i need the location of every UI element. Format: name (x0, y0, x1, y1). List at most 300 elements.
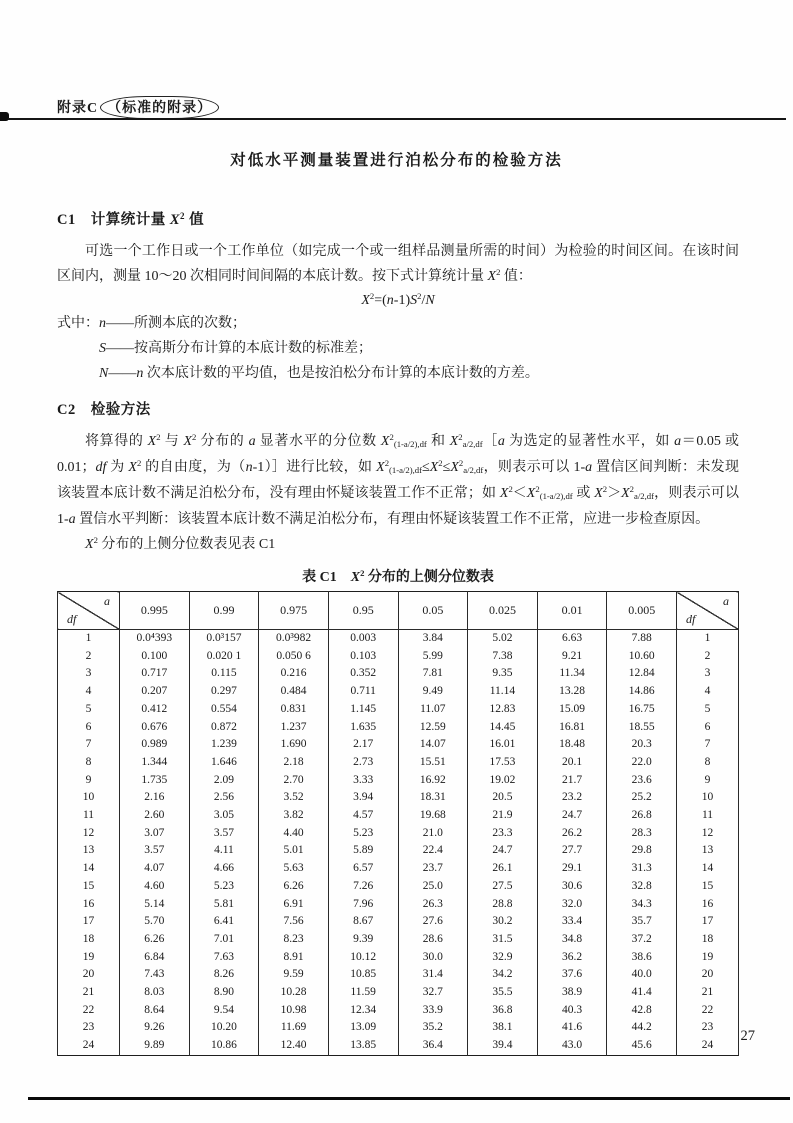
table-row (58, 648, 739, 666)
variable: a (68, 512, 76, 527)
superscript: 2 (458, 432, 463, 443)
text-segment: 或 (572, 486, 595, 501)
text-segment: 置信水平判断：该装置本底计数不满足泊松分布，有理由怀疑该装置工作不正常，应进一步检查原因。 (75, 512, 710, 527)
quantile-cell: 9.39 (328, 931, 398, 949)
df-cell: 22 (677, 1002, 739, 1020)
superscript: 2 (360, 568, 365, 579)
quantile-cell: 9.26 (120, 1019, 190, 1037)
df-cell: 18 (677, 931, 739, 949)
quantile-cell: 10.60 (607, 648, 677, 666)
text-segment: ＝0.05 或 0.01； (57, 434, 743, 475)
df-cell: 10 (58, 789, 120, 807)
quantile-cell: 6.63 (537, 630, 607, 648)
quantile-cell: 9.49 (398, 683, 468, 701)
quantile-cell: 23.6 (607, 772, 677, 790)
superscript: 2 (369, 291, 375, 302)
quantile-cell: 37.2 (607, 931, 677, 949)
superscript: 2 (156, 432, 161, 443)
text-segment: 将算得的 (85, 434, 148, 449)
df-cell: 5 (58, 701, 120, 719)
quantile-cell: 9.59 (259, 966, 329, 984)
subscript: a/2,df (634, 491, 655, 502)
quantile-cell: 14.07 (398, 736, 468, 754)
quantile-cell: 32.0 (537, 896, 607, 914)
quantile-cell: 6.26 (259, 878, 329, 896)
table-row (58, 966, 739, 984)
quantile-cell: 0.0³982 (259, 630, 329, 648)
quantile-cell: 3.94 (328, 789, 398, 807)
appendix-note: （标准的附录） (100, 96, 219, 119)
text-segment: ——按高斯分布计算的本底计数的标准差； (106, 341, 372, 356)
df-cell: 11 (677, 807, 739, 825)
quantile-cell: 5.23 (328, 825, 398, 843)
table-row (58, 683, 739, 701)
quantile-cell: 31.4 (398, 966, 468, 984)
variable: X (183, 434, 193, 449)
chi-square-table (57, 591, 739, 1056)
quantile-cell: 18.55 (607, 719, 677, 737)
quantile-cell: 0.0³157 (189, 630, 259, 648)
quantile-cell: 8.67 (328, 913, 398, 931)
table-row (58, 665, 739, 683)
quantile-cell: 2.09 (189, 772, 259, 790)
table-row (58, 807, 739, 825)
table-row (58, 1002, 739, 1020)
quantile-cell: 24.7 (537, 807, 607, 825)
table-body (58, 630, 739, 1056)
quantile-cell: 6.26 (120, 931, 190, 949)
quantile-cell: 23.3 (468, 825, 538, 843)
col-header-005: 0.05 (398, 592, 468, 630)
quantile-cell: 15.51 (398, 754, 468, 772)
quantile-cell: 3.57 (189, 825, 259, 843)
quantile-cell: 5.14 (120, 896, 190, 914)
table-row (58, 878, 739, 896)
quantile-cell: 5.70 (120, 913, 190, 931)
quantile-cell: 5.02 (468, 630, 538, 648)
quantile-cell: 3.84 (398, 630, 468, 648)
quantile-cell: 2.18 (259, 754, 329, 772)
table-row (58, 984, 739, 1002)
quantile-cell: 38.6 (607, 949, 677, 967)
variable: X (621, 486, 630, 501)
quantile-cell: 23.2 (537, 789, 607, 807)
text-segment: ，则表示可以 1- (483, 460, 586, 475)
text-segment: ＜ (512, 486, 527, 501)
quantile-cell: 1.145 (328, 701, 398, 719)
variable: X (361, 293, 370, 308)
variable: S (410, 293, 418, 308)
df-cell: 13 (677, 842, 739, 860)
variable: n (386, 293, 394, 308)
quantile-cell: 36.4 (398, 1037, 468, 1055)
text-segment: / (421, 293, 426, 308)
df-cell: 20 (58, 966, 120, 984)
quantile-cell: 4.60 (120, 878, 190, 896)
quantile-cell: 12.83 (468, 701, 538, 719)
quantile-cell: 20.1 (537, 754, 607, 772)
quantile-cell: 11.34 (537, 665, 607, 683)
text-segment: 分布的上侧分位数表 (364, 570, 494, 585)
df-cell: 11 (58, 807, 120, 825)
quantile-cell: 0.003 (328, 630, 398, 648)
quantile-cell: 36.8 (468, 1002, 538, 1020)
text-segment: —— (108, 366, 137, 381)
quantile-cell: 42.8 (607, 1002, 677, 1020)
superscript: 2 (458, 458, 464, 469)
quantile-cell: 13.09 (328, 1019, 398, 1037)
quantile-cell: 34.3 (607, 896, 677, 914)
quantile-cell: 5.01 (259, 842, 329, 860)
quantile-cell: 7.01 (189, 931, 259, 949)
quantile-cell: 9.54 (189, 1002, 259, 1020)
quantile-cell: 20.3 (607, 736, 677, 754)
header-rule (8, 118, 786, 120)
quantile-cell: 0.989 (120, 736, 190, 754)
df-cell: 19 (677, 949, 739, 967)
table-row (58, 1019, 739, 1037)
variable: a (248, 434, 256, 449)
quantile-cell: 10.12 (328, 949, 398, 967)
quantile-cell: 1.635 (328, 719, 398, 737)
quantile-cell: 3.33 (328, 772, 398, 790)
text-segment: -1) (393, 293, 411, 308)
quantile-cell: 2.17 (328, 736, 398, 754)
table-row (58, 949, 739, 967)
quantile-cell: 31.5 (468, 931, 538, 949)
quantile-cell: 34.2 (468, 966, 538, 984)
table-row (58, 931, 739, 949)
quantile-cell: 0.872 (189, 719, 259, 737)
quantile-cell: 13.28 (537, 683, 607, 701)
quantile-cell: 7.63 (189, 949, 259, 967)
corner-a-label: a (723, 594, 729, 608)
quantile-cell: 0.297 (189, 683, 259, 701)
variable: a (674, 434, 682, 449)
variable: X (376, 460, 385, 475)
quantile-cell: 4.07 (120, 860, 190, 878)
text-segment: 可选一个工作日或一个工作单位（如完成一个或一组样品测量所需的时间）为检验的时间区间。在该时间区间内，测量 10～20 次相同时间间隔的本底计数。按下式计算统计量 (57, 244, 739, 284)
df-cell: 8 (677, 754, 739, 772)
corner-a-label: a (104, 594, 110, 608)
quantile-cell: 30.6 (537, 878, 607, 896)
quantile-cell: 3.57 (120, 842, 190, 860)
superscript: 2 (417, 291, 422, 302)
variable: X (380, 434, 390, 449)
quantile-cell: 17.53 (468, 754, 538, 772)
text-segment: ≤ (442, 460, 451, 475)
quantile-cell: 35.2 (398, 1019, 468, 1037)
table-row (58, 1037, 739, 1055)
quantile-cell: 12.59 (398, 719, 468, 737)
chi-square-formula (57, 293, 739, 309)
text-segment: 值： (500, 269, 532, 284)
document-content (57, 196, 743, 1056)
df-cell: 17 (677, 913, 739, 931)
df-cell: 6 (677, 719, 739, 737)
quantile-cell: 18.48 (537, 736, 607, 754)
table-caption (57, 566, 739, 586)
subscript: (1-a/2),df (539, 491, 573, 502)
variable: X (429, 460, 439, 475)
text-segment: 次本底计数的平均值，也是按泊松分布计算的本底计数的方差。 (143, 366, 539, 381)
subscript: a/2,df (463, 465, 484, 476)
quantile-cell: 10.98 (259, 1002, 329, 1020)
quantile-cell: 37.6 (537, 966, 607, 984)
df-cell: 9 (58, 772, 120, 790)
quantile-cell: 8.90 (189, 984, 259, 1002)
quantile-cell: 13.85 (328, 1037, 398, 1055)
variable: X (85, 537, 94, 552)
variable: N (425, 293, 435, 308)
quantile-cell: 28.3 (607, 825, 677, 843)
quantile-cell: 5.81 (189, 896, 259, 914)
quantile-cell: 8.64 (120, 1002, 190, 1020)
table-reference-line (57, 532, 739, 558)
quantile-cell: 0.412 (120, 701, 190, 719)
quantile-cell: 12.84 (607, 665, 677, 683)
df-cell: 4 (677, 683, 739, 701)
df-cell: 24 (677, 1037, 739, 1055)
superscript: 2 (389, 432, 394, 443)
text-segment: ，则表示可以 1- (57, 486, 743, 527)
quantile-cell: 16.01 (468, 736, 538, 754)
text-segment: 分布的 (196, 434, 249, 449)
text-segment: 为选定的显著性水平，如 (504, 434, 675, 449)
variable: X (169, 212, 181, 228)
quantile-cell: 0.020 1 (189, 648, 259, 666)
text-segment: 和 (426, 434, 450, 449)
quantile-cell: 21.0 (398, 825, 468, 843)
quantile-cell: 3.82 (259, 807, 329, 825)
quantile-cell: 4.11 (189, 842, 259, 860)
text-segment: ≤ (422, 460, 430, 475)
quantile-cell: 32.7 (398, 984, 468, 1002)
col-header-0005: 0.005 (607, 592, 677, 630)
df-cell: 23 (677, 1019, 739, 1037)
quantile-cell: 0.103 (328, 648, 398, 666)
df-cell: 23 (58, 1019, 120, 1037)
quantile-cell: 33.4 (537, 913, 607, 931)
quantile-cell: 40.3 (537, 1002, 607, 1020)
text-segment: 的自由度，为（ (141, 460, 246, 475)
subscript: (1-a/2),df (389, 465, 423, 476)
quantile-cell: 7.38 (468, 648, 538, 666)
df-cell: 12 (58, 825, 120, 843)
df-cell: 15 (58, 878, 120, 896)
quantile-cell: 6.91 (259, 896, 329, 914)
quantile-cell: 0.115 (189, 665, 259, 683)
quantile-cell: 6.41 (189, 913, 259, 931)
quantile-cell: 15.09 (537, 701, 607, 719)
quantile-cell: 24.7 (468, 842, 538, 860)
col-header-095: 0.95 (328, 592, 398, 630)
quantile-cell: 2.73 (328, 754, 398, 772)
df-cell: 5 (677, 701, 739, 719)
df-cell: 1 (58, 630, 120, 648)
df-cell: 12 (677, 825, 739, 843)
quantile-cell: 26.2 (537, 825, 607, 843)
df-cell: 2 (58, 648, 120, 666)
superscript: 2 (93, 535, 98, 546)
quantile-cell: 7.56 (259, 913, 329, 931)
table-row (58, 860, 739, 878)
text-segment: 显著水平的分位数 (255, 434, 381, 449)
quantile-cell: 38.9 (537, 984, 607, 1002)
where-line-s (57, 336, 739, 361)
quantile-cell: 27.5 (468, 878, 538, 896)
quantile-cell: 0.676 (120, 719, 190, 737)
quantile-cell: 1.237 (259, 719, 329, 737)
col-header-0975: 0.975 (259, 592, 329, 630)
variable: X (449, 434, 459, 449)
quantile-cell: 6.57 (328, 860, 398, 878)
quantile-cell: 0.0⁴393 (120, 630, 190, 648)
text-segment: 置信区间判断：未发现该装置本底计数不满足泊松分布，没有理由怀疑该装置工作不正常；如 (57, 460, 740, 501)
text-segment: C1 计算统计量 (57, 212, 170, 228)
variable: n (136, 366, 144, 381)
col-header-0995: 0.995 (120, 592, 190, 630)
corner-df-label: df (686, 612, 696, 626)
variable: X (128, 460, 137, 475)
quantile-cell: 3.05 (189, 807, 259, 825)
quantile-cell: 14.86 (607, 683, 677, 701)
quantile-cell: 1.646 (189, 754, 259, 772)
quantile-cell: 11.07 (398, 701, 468, 719)
quantile-cell: 30.0 (398, 949, 468, 967)
quantile-cell: 29.1 (537, 860, 607, 878)
quantile-cell: 26.8 (607, 807, 677, 825)
df-cell: 19 (58, 949, 120, 967)
variable: N (99, 366, 109, 381)
quantile-cell: 26.3 (398, 896, 468, 914)
quantile-cell: 23.7 (398, 860, 468, 878)
quantile-cell: 7.43 (120, 966, 190, 984)
variable: a (585, 460, 593, 475)
quantile-cell: 20.5 (468, 789, 538, 807)
superscript: 2 (629, 484, 635, 495)
quantile-cell: 35.5 (468, 984, 538, 1002)
quantile-cell: 16.75 (607, 701, 677, 719)
table-row (58, 896, 739, 914)
superscript: 2 (438, 458, 443, 469)
quantile-cell: 10.85 (328, 966, 398, 984)
df-cell: 2 (677, 648, 739, 666)
quantile-cell: 0.554 (189, 701, 259, 719)
superscript: 2 (508, 484, 513, 495)
subscript: a/2,df (462, 439, 483, 450)
text-segment: 值 (185, 212, 205, 228)
quantile-cell: 26.1 (468, 860, 538, 878)
df-cell: 14 (58, 860, 120, 878)
quantile-cell: 21.7 (537, 772, 607, 790)
text-segment: ＞ (607, 486, 622, 501)
text-segment: 表 C1 (302, 570, 351, 585)
table-head (58, 592, 739, 630)
quantile-cell: 8.26 (189, 966, 259, 984)
quantile-cell: 6.84 (120, 949, 190, 967)
quantile-cell: 38.1 (468, 1019, 538, 1037)
quantile-cell: 29.8 (607, 842, 677, 860)
quantile-cell: 18.31 (398, 789, 468, 807)
table-row (58, 719, 739, 737)
variable: a (497, 434, 505, 449)
text-segment: 与 (160, 434, 184, 449)
df-cell: 15 (677, 878, 739, 896)
df-cell: 7 (677, 736, 739, 754)
quantile-cell: 0.216 (259, 665, 329, 683)
variable: S (99, 341, 106, 356)
quantile-cell: 36.2 (537, 949, 607, 967)
quantile-cell: 7.81 (398, 665, 468, 683)
quantile-cell: 39.4 (468, 1037, 538, 1055)
superscript: 2 (192, 432, 197, 443)
df-cell: 9 (677, 772, 739, 790)
df-cell: 10 (677, 789, 739, 807)
variable: df (95, 460, 107, 475)
quantile-cell: 45.6 (607, 1037, 677, 1055)
c1-paragraph (57, 239, 739, 290)
quantile-cell: 5.63 (259, 860, 329, 878)
corner-header-right (677, 592, 739, 630)
text-segment: ——所测本底的次数； (106, 316, 246, 331)
quantile-cell: 41.4 (607, 984, 677, 1002)
variable: X (147, 434, 157, 449)
quantile-cell: 19.68 (398, 807, 468, 825)
df-cell: 4 (58, 683, 120, 701)
df-cell: 6 (58, 719, 120, 737)
quantile-cell: 2.60 (120, 807, 190, 825)
document-title: 对低水平测量装置进行泊松分布的检验方法 (230, 152, 563, 169)
quantile-cell: 32.9 (468, 949, 538, 967)
quantile-cell: 28.8 (468, 896, 538, 914)
df-cell: 13 (58, 842, 120, 860)
quantile-cell: 0.711 (328, 683, 398, 701)
superscript: 2 (136, 458, 142, 469)
table-row (58, 701, 739, 719)
df-cell: 1 (677, 630, 739, 648)
where-line-nbar (57, 361, 739, 386)
quantile-cell: 11.69 (259, 1019, 329, 1037)
text-segment: ［ (482, 434, 498, 449)
scan-artifact-bottom (28, 1097, 790, 1100)
quantile-cell: 10.28 (259, 984, 329, 1002)
quantile-cell: 0.100 (120, 648, 190, 666)
quantile-cell: 43.0 (537, 1037, 607, 1055)
text-segment: 式中： (57, 316, 99, 331)
quantile-cell: 7.96 (328, 896, 398, 914)
df-cell: 3 (58, 665, 120, 683)
quantile-cell: 1.690 (259, 736, 329, 754)
variable: X (487, 269, 497, 284)
quantile-cell: 4.57 (328, 807, 398, 825)
quantile-cell: 34.8 (537, 931, 607, 949)
df-cell: 8 (58, 754, 120, 772)
quantile-cell: 25.2 (607, 789, 677, 807)
quantile-cell: 30.2 (468, 913, 538, 931)
superscript: 2 (602, 484, 608, 495)
table-row (58, 842, 739, 860)
quantile-cell: 44.2 (607, 1019, 677, 1037)
quantile-cell: 35.7 (607, 913, 677, 931)
quantile-cell: 16.92 (398, 772, 468, 790)
superscript: 2 (384, 458, 390, 469)
subscript: (1-a/2),df (393, 439, 427, 450)
quantile-cell: 8.03 (120, 984, 190, 1002)
text-segment: 分布的上侧分位数表见表 C1 (97, 537, 276, 552)
quantile-cell: 41.6 (537, 1019, 607, 1037)
where-line-n (57, 311, 739, 336)
